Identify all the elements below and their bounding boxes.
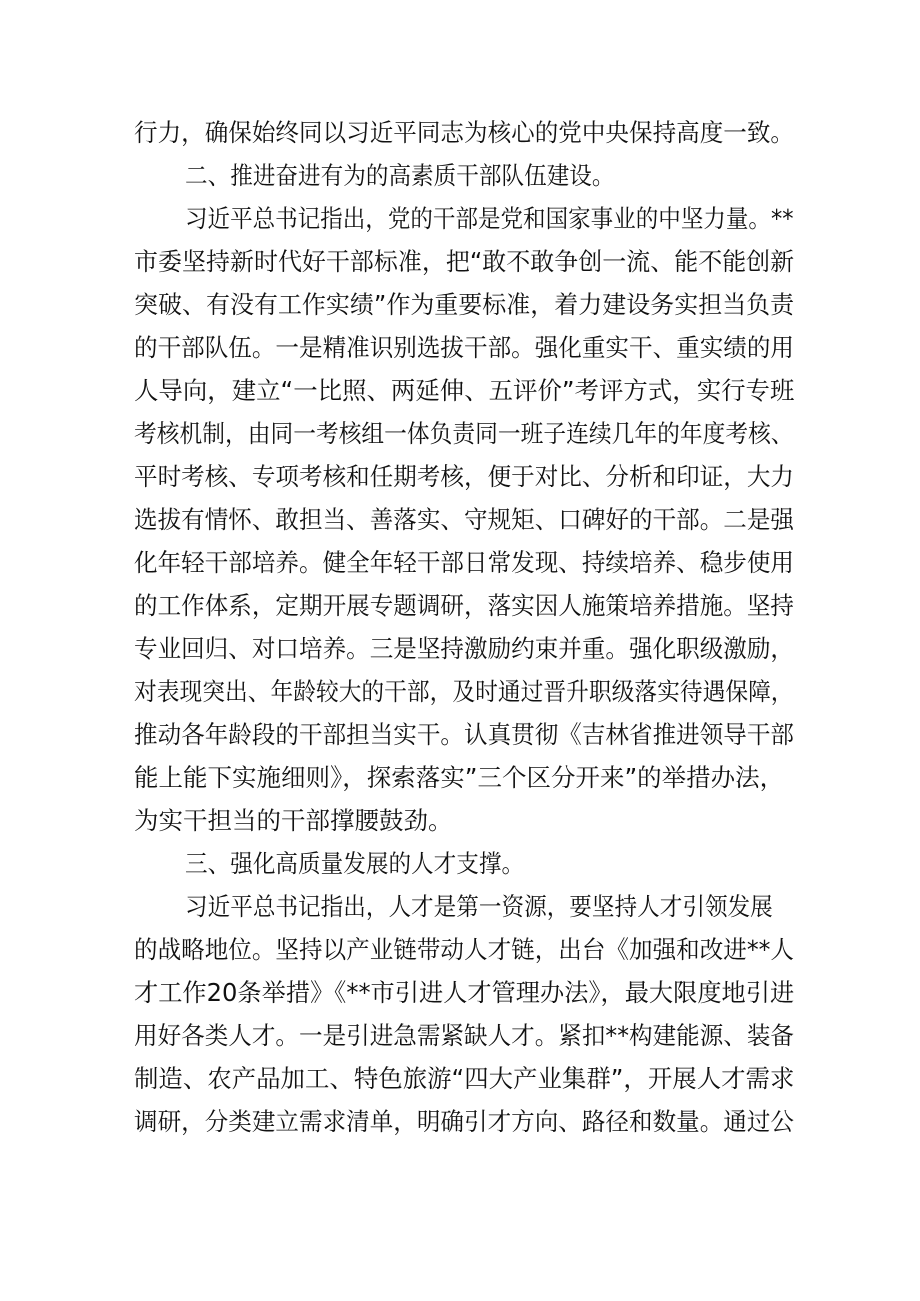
text-line: 化年轻干部培养。健全年轻干部日常发现、持续培养、稳步使用 [134, 548, 795, 577]
section-heading: 三、强化高质量发展的人才支撑。 [185, 849, 525, 878]
text-line: 选拔有情怀、敢担当、善落实、守规矩、口碑好的干部。二是强 [134, 505, 795, 534]
text-line: 的干部队伍。一是精准识别选拔干部。强化重实干、重实绩的用 [134, 333, 795, 362]
text-line: 平时考核、专项考核和任期考核，便于对比、分析和印证，大力 [134, 462, 795, 491]
text-line: 为实干担当的干部撑腰鼓劲。 [134, 806, 453, 835]
text-line: 突破、有没有工作实绩”作为重要标准，着力建设务实担当负责 [134, 290, 795, 319]
text-line: 习近平总书记指出，人才是第一资源，要坚持人才引领发展 [185, 892, 773, 921]
text-line: 能上能下实施细则》，探索落实”三个区分开来”的举措办法， [134, 763, 785, 792]
text-line: 的战略地位。坚持以产业链带动人才链，出台《加强和改进**人 [134, 935, 795, 964]
text-line: 推动各年龄段的干部担当实干。认真贯彻《吉林省推进领导干部 [134, 720, 795, 749]
section-heading: 二、推进奋进有为的高素质干部队伍建设。 [185, 161, 615, 190]
text-line: 习近平总书记指出，党的干部是党和国家事业的中坚力量。** [185, 204, 794, 233]
text-line: 考核机制，由同一考核组一体负责同一班子连续几年的年度考核、 [134, 419, 794, 448]
text-line: 市委坚持新时代好干部标准，把“敢不敢争创一流、能不能创新 [134, 247, 795, 276]
text-line: 才工作20条举措》《**市引进人才管理办法》，最大限度地引进 [134, 978, 795, 1007]
text-line: 人导向，建立“一比照、两延伸、五评价”考评方式，实行专班 [134, 376, 795, 405]
text-line: 对表现突出、年龄较大的干部，及时通过晋升职级落实待遇保障， [134, 677, 794, 706]
text-line: 专业回归、对口培养。三是坚持激励约束并重。强化职级激励， [134, 634, 795, 663]
text-line: 行力，确保始终同以习近平同志为核心的党中央保持高度一致。 [134, 118, 795, 147]
text-line: 制造、农产品加工、特色旅游“四大产业集群”，开展人才需求 [134, 1064, 795, 1093]
text-line: 的工作体系，定期开展专题调研，落实因人施策培养措施。坚持 [134, 591, 795, 620]
text-line: 调研，分类建立需求清单，明确引才方向、路径和数量。通过公 [134, 1107, 795, 1136]
text-line: 用好各类人才。一是引进急需紧缺人才。紧扣**构建能源、装备 [134, 1021, 795, 1050]
